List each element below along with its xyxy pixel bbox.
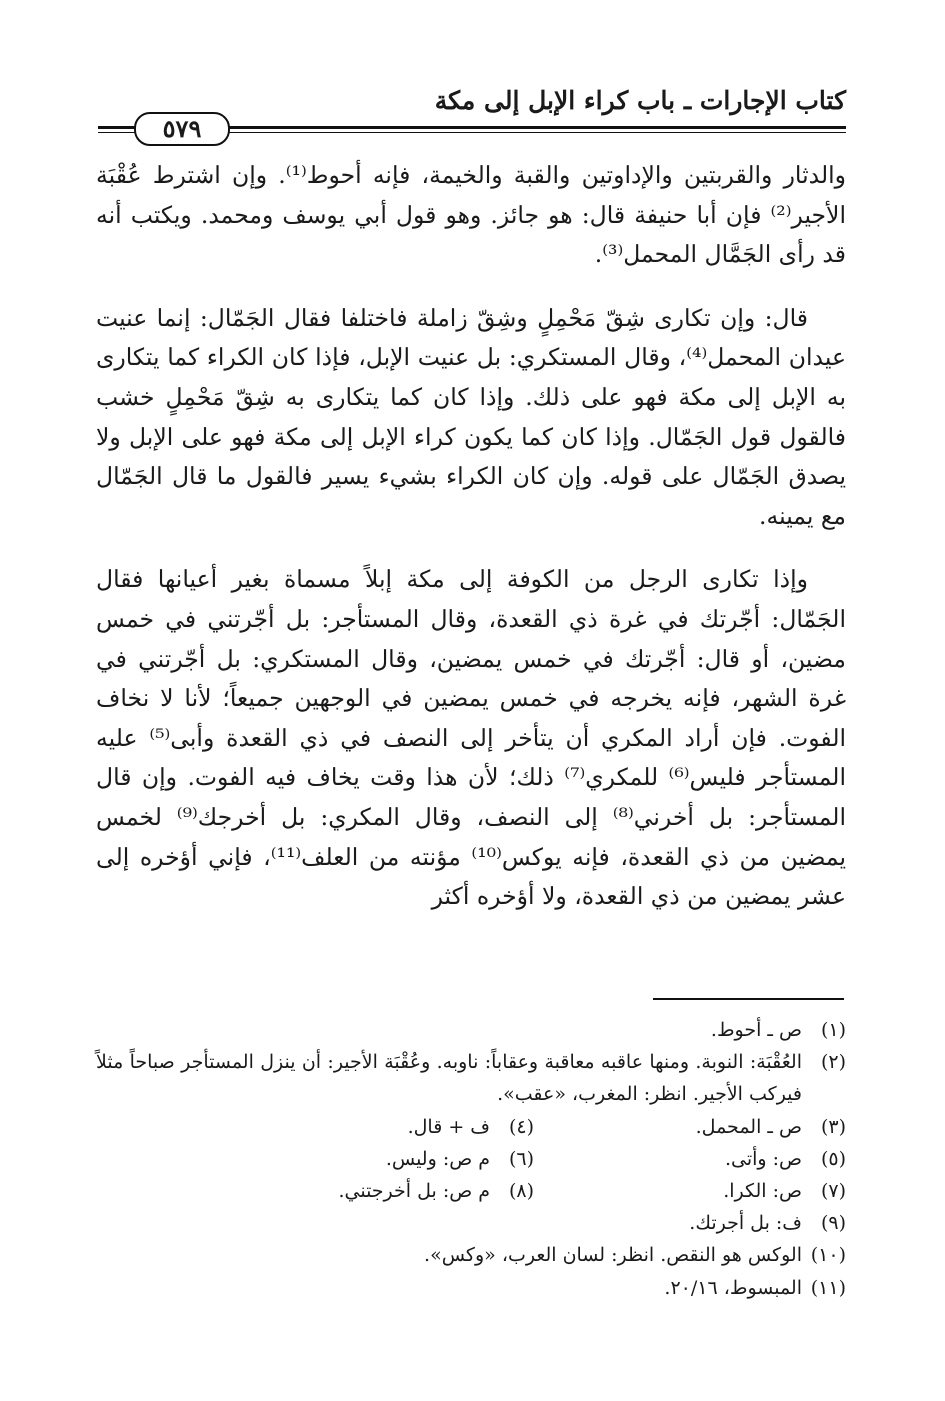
footnote [222,1111,534,1143]
footnote-number: (٢) [820,1051,846,1074]
footnote-number: (٥) [820,1147,846,1170]
paragraph: وإذا تكارى الرجل من الكوفة إلى مكة إبلاً مسماة بغير أعيانها فقال الجَمّال: أجّرتك في غرة ذي القعدة، وقال المستأجر: بل أجّرتني في خمس مضين، أو قال: أجّرتك في خمس يمضين، وقال المستكري: بل أجّرتني في غرة الشهر، فإنه يخرجه في خمس يمضين في الوجهين جميعاً؛ لأنا لا نخاف الفوت. فإن أراد المكري أن يتأخر إلى النصف في ذي القعدة وأبى⁽⁵⁾ عليه المستأجر فليس⁽⁶⁾ للمكري⁽⁷⁾ ذلك؛ لأن هذا وقت يخاف فيه الفوت. وإن قال المستأجر: بل أخرني⁽⁸⁾ إلى النصف، وقال المكري: بل أخرجك⁽⁹⁾ لخمس يمضين من ذي القعدة، فإنه يوكس⁽¹⁰⁾ مؤنته من العلف⁽¹¹⁾، فإني أؤخره إلى عشر يمضين من ذي القعدة، ولا أؤخره أكثر [96,565,847,911]
footnote [96,1272,846,1304]
footnote-text: م ص: وليس. [385,1147,490,1170]
footnote-number: (٨) [508,1180,534,1203]
paragraph: والدثار والقربتين والإداوتين والقبة والخيمة، فإنه أحوط⁽¹⁾. وإن اشترط عُقْبَة الأجير⁽²⁾ فإن أبا حنيفة قال: هو جائز. وهو قول أبي يوسف ومحمد. ويكتب أنه قد رأى الجَمَّال المحمل⁽³⁾. [96,161,846,269]
footnotes [96,1014,846,1304]
footnote-text: ف: بل أجرتك. [689,1212,802,1235]
main-text [96,156,846,917]
footnote-number: (٩) [820,1212,846,1235]
footnote-number: (١) [820,1019,846,1041]
footnote-text: ص ـ أحوط. [710,1019,802,1041]
footnote-number: (٤) [508,1115,534,1138]
footnote-pair [96,1175,846,1207]
footnote-text: ص: الكرا. [723,1180,802,1203]
footnote [96,1014,846,1046]
footnote-text: ص ـ المحمل. [695,1115,802,1138]
footnote [222,1175,534,1207]
footnote-pair [96,1111,846,1143]
footnote-number: (١٠) [810,1244,846,1267]
footnote [534,1111,846,1143]
footnote [96,1207,846,1239]
footnote [96,1046,846,1110]
footnote-text: المبسوط، ٢٠/١٦. [664,1276,802,1299]
footnote-pair [96,1143,846,1175]
footnote [96,1239,846,1271]
footnote-text: العُقْبَة: النوبة. ومنها عاقبه معاقبة وعقاباً: ناوبه. وعُقْبَة الأجير: أن ينزل المستأجر صباحاً مثلاً فيركب الأجير. انظر: المغرب، «عقب». [96,1051,802,1106]
footnote-text: ف + قال. [407,1115,490,1138]
footnote-text: م ص: بل أخرجتني. [338,1180,490,1203]
footnote-number: (٣) [820,1115,846,1138]
footnote-number: (٧) [820,1180,846,1203]
paragraph: قال: وإن تكارى شِقّ مَحْمِلٍ وشِقّ زاملة فاختلفا فقال الجَمّال: إنما عنيت عيدان المحمل⁽⁴⁾، وقال المستكري: بل عنيت الإبل، فإذا كان الكراء كما يتكارى به الإبل إلى مكة فهو على ذلك. وإذا كان كما يتكارى به شِقّ مَحْمِلٍ خشب فالقول قول الجَمّال. وإذا كان كما يكون كراء الإبل إلى مكة فهو على الإبل ولا يصدق الجَمّال على قوله. وإن كان الكراء بشيء يسير فالقول ما قال الجَمّال مع يمينه. [96,303,846,530]
footnote [222,1143,534,1175]
footnote-separator [653,998,844,1000]
footnote-text: ص: وأتى. [724,1147,802,1170]
footnote-text: الوكس هو النقص. انظر: لسان العرب، «وكس». [424,1244,802,1267]
footnote [534,1175,846,1207]
page-header [98,86,846,143]
footnote-number: (٦) [508,1147,534,1170]
running-title: كتاب الإجارات ـ باب كراء الإبل إلى مكة [434,86,846,115]
page-number: ٥٧٩ [134,112,230,146]
footnote-number: (١١) [810,1276,846,1299]
footnote [534,1143,846,1175]
